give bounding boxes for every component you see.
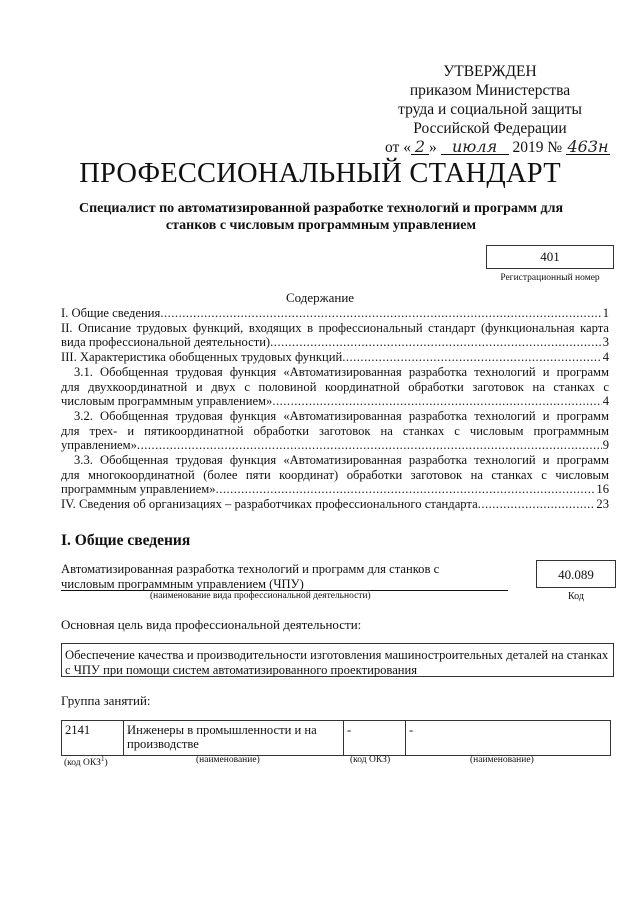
occupation-code-cell: - — [344, 721, 406, 756]
toc-item-page: 16 — [596, 482, 609, 497]
registration-number-label: Регистрационный номер — [500, 273, 600, 283]
toc-item-text: управлением» — [61, 438, 137, 453]
toc-item-text: 3.3. Обобщенная трудовая функция «Автоматизированная разработка технологий и программ — [74, 453, 609, 468]
toc-item-text: II. Описание трудовых функций, входящих в профессиональный стандарт (функциональная карта — [61, 320, 609, 335]
approval-year: 2019 № — [512, 139, 563, 156]
approval-line: приказом Министерства — [409, 82, 571, 99]
table-of-contents — [61, 306, 609, 512]
toc-item-text: IV. Сведения об организациях – разработчиках профессионального стандарта — [61, 497, 478, 512]
occupation-name-cell: Инженеры в промышленности и на производстве — [124, 721, 344, 756]
footnote-mark: 1 — [100, 755, 105, 763]
registration-number-box: 401 — [486, 245, 614, 269]
approval-quote-close: » — [428, 139, 437, 156]
toc-item-text: III. Характеристика обобщенных трудовых функций — [61, 350, 343, 365]
activity-code-box: 40.089 — [536, 560, 616, 588]
occupation-code-caption: (код ОКЗ$^1$) — [64, 755, 108, 769]
occupation-name-caption: (наименование) — [196, 755, 260, 765]
toc-item[interactable] — [61, 453, 609, 497]
toc-item-page: 23 — [596, 497, 609, 512]
occupation-name-caption: (наименование) — [470, 755, 534, 765]
toc-item[interactable] — [61, 365, 609, 409]
toc-item-page: 9 — [602, 438, 609, 453]
approval-date-prefix: от « — [385, 139, 411, 156]
activity-name-line: числовым программным управлением (ЧПУ) — [61, 576, 304, 591]
contents-heading: Содержание — [285, 290, 355, 305]
occupation-table — [61, 720, 611, 756]
approval-date-line — [370, 138, 610, 157]
document-title: ПРОФЕССИОНАЛЬНЫЙ СТАНДАРТ — [79, 158, 561, 189]
handwritten-day: 2 — [411, 139, 429, 155]
toc-item-page: 3 — [602, 335, 609, 350]
toc-item-text: 3.2. Обобщенная трудовая функция «Автоматизированная разработка технологий и программ — [74, 408, 609, 423]
approval-heading: УТВЕРЖДЕН — [443, 63, 537, 80]
handwritten-number: 463н — [567, 137, 609, 156]
section-heading: I. Общие сведения — [61, 532, 191, 549]
handwritten-month: июля — [441, 139, 509, 155]
toc-item-text: вида профессиональной деятельности) — [61, 335, 271, 350]
occupation-name-cell: - — [406, 721, 611, 756]
toc-item-text: программным управлением» — [61, 482, 216, 497]
toc-item-page: 4 — [602, 350, 609, 365]
approval-block — [370, 62, 610, 157]
activity-caption: (наименование вида профессиональной деятельности) — [150, 591, 371, 601]
toc-item[interactable] — [61, 409, 609, 453]
toc-item[interactable] — [61, 321, 609, 350]
toc-item-text: числовым программным управлением» — [61, 394, 273, 409]
toc-item-page: 1 — [602, 306, 609, 320]
toc-item-text: I. Общие сведения — [61, 306, 161, 320]
document-subtitle: Специалист по автоматизированной разработке технологий и программ для станков с числовым программным управлением — [78, 201, 564, 233]
table-row — [62, 721, 611, 756]
approval-line: труда и социальной защиты — [398, 101, 582, 118]
toc-item-text: для трех- и пятикоординатной обработки заготовок на станках с числовым программным — [61, 423, 609, 438]
occupation-code-caption: (код ОКЗ) — [350, 755, 391, 765]
activity-name — [61, 562, 511, 591]
toc-item[interactable] — [61, 497, 609, 512]
goal-label: Основная цель вида профессиональной деятельности: — [61, 617, 362, 632]
occupation-code-cell: 2141 — [62, 721, 124, 756]
toc-item-text: для двухкоординатной и двух с половиной координатной обработки заготовок на станках с — [61, 379, 609, 394]
goal-text-box: Обеспечение качества и производительности изготовления машиностроительных деталей на станках с ЧПУ при помощи систем автоматизированного проектирования — [61, 643, 614, 677]
toc-item-text: для многокоординатной (более пяти координат) обработки заготовок на станках с числовым — [61, 467, 609, 482]
toc-item[interactable] — [61, 350, 609, 365]
approval-line: Российской Федерации — [413, 120, 567, 137]
activity-code-caption: Код — [568, 591, 584, 602]
toc-item[interactable] — [61, 306, 609, 321]
activity-name-line: Автоматизированная разработка технологий и программ для станков с — [61, 562, 440, 576]
toc-item-text: 3.1. Обобщенная трудовая функция «Автоматизированная разработка технологий и программ — [74, 364, 609, 379]
occupation-group-label: Группа занятий: — [61, 693, 151, 708]
toc-item-page: 4 — [602, 394, 609, 409]
